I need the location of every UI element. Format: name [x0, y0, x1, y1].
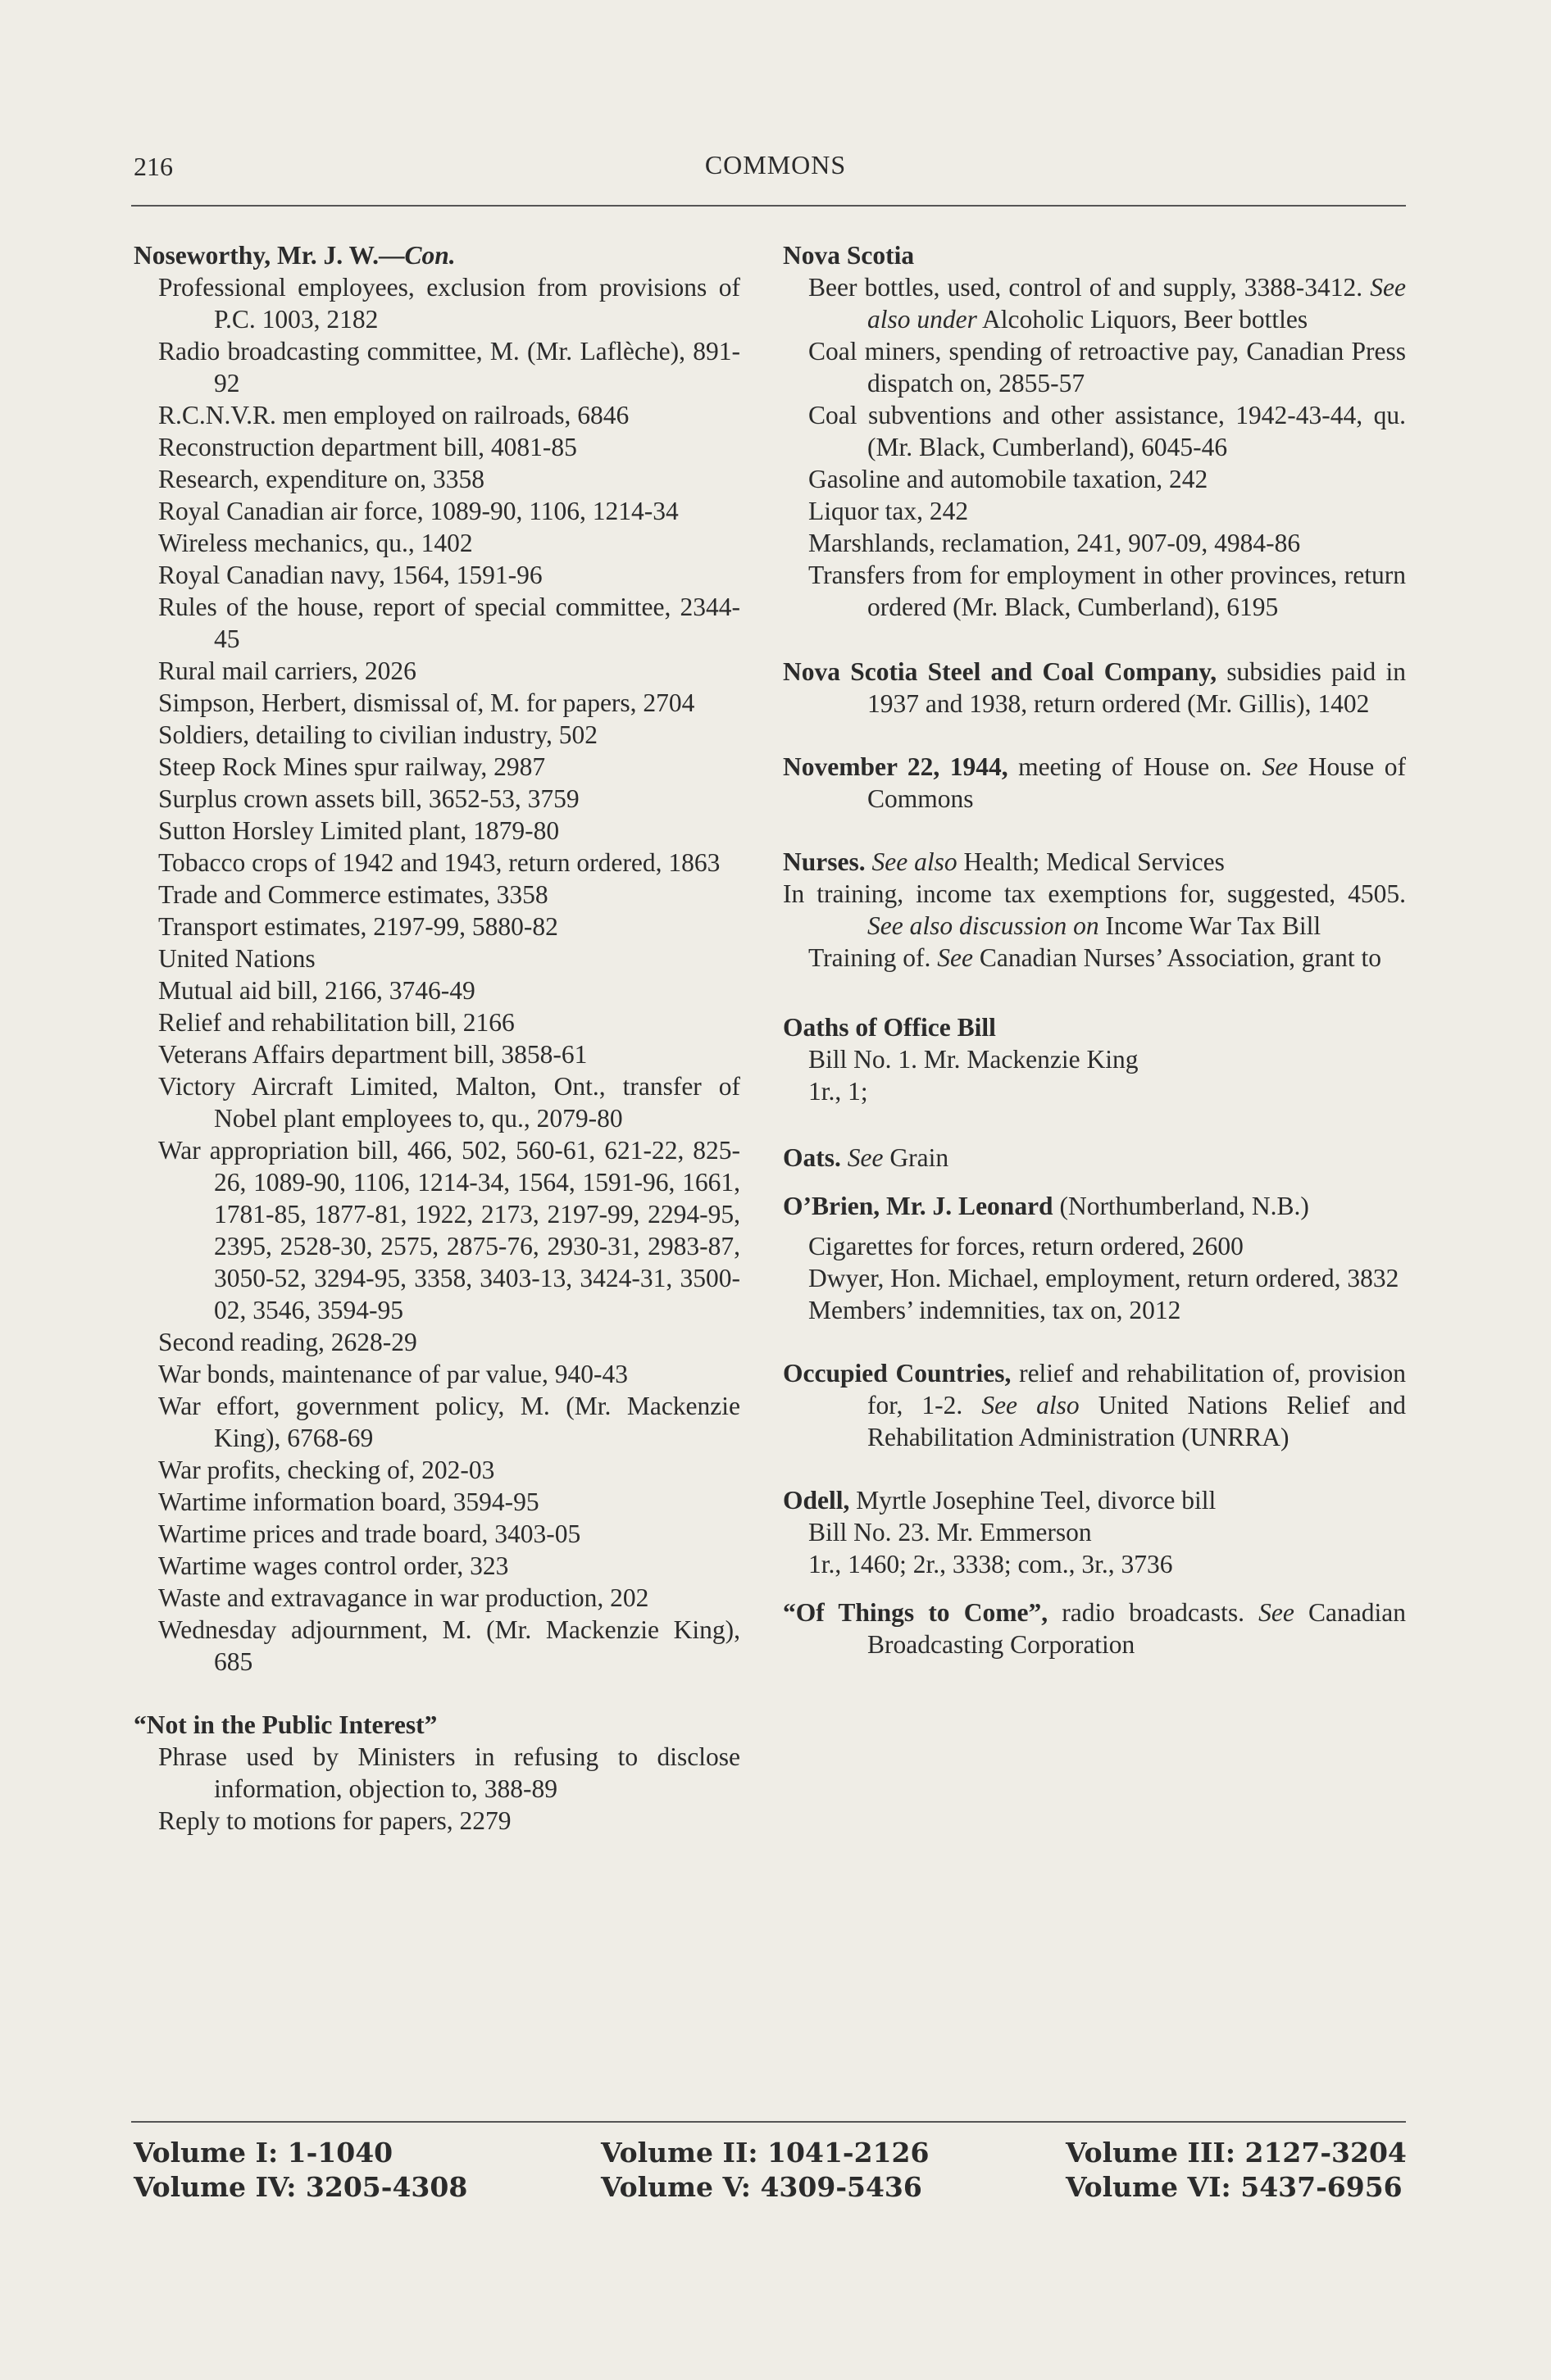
- subentry-liquor: Liquor tax, 242: [808, 497, 969, 525]
- volume-6-range: Volume VI: 5437-6956: [1066, 2171, 1403, 2203]
- top-rule: [131, 205, 1406, 207]
- volume-2-range: Volume II: 1041-2126: [601, 2137, 930, 2169]
- obrien-subentries: [783, 1230, 1406, 1326]
- subentry-oaths-readings: 1r., 1;: [808, 1077, 868, 1106]
- index-heading-nova-scotia-steel: Nova Scotia Steel and Coal Company, subsidies paid in 1937 and 1938, return ordered (Mr. Gillis), 1402: [783, 657, 1406, 718]
- index-subentry: War appropriation bill, 466, 502, 560-61, 621-22, 825-26, 1089-90, 1106, 1214-34, 1564, 1591-96, 1661, 1781-85, 1877-81, 1922, 2173, 2197-99, 2294-95, 2395, 2528-30, 2575, 2875-76, 2930-31, 2983-87, 3050-52, 3294-95, 3358, 3403-13, 3424-31, 3500-02, 3546, 3594-95: [158, 1136, 740, 1324]
- bottom-rule: [131, 2121, 1406, 2123]
- index-subentry: United Nations: [158, 944, 316, 973]
- right-column: [783, 239, 1406, 1660]
- subentry-odell-readings: 1r., 1460; 2r., 3338; com., 3r., 3736: [808, 1550, 1173, 1578]
- index-subentry: Sutton Horsley Limited plant, 1879-80: [158, 816, 560, 845]
- volume-key-right: [1066, 2136, 1407, 2205]
- index-subentry: Research, expenditure on, 3358: [158, 465, 484, 493]
- public-interest-subentries: [134, 1741, 740, 1837]
- index-subentry: Surplus crown assets bill, 3652-53, 3759: [158, 784, 580, 813]
- index-subentry: Rural mail carriers, 2026: [158, 656, 416, 685]
- volume-key-left: [134, 2136, 467, 2205]
- index-subentry: Reconstruction department bill, 4081-85: [158, 433, 577, 461]
- index-heading-noseworthy: Noseworthy, Mr. J. W.—Con.: [134, 241, 456, 270]
- index-heading-occupied-countries: Occupied Countries, relief and rehabilitation of, provision for, 1-2. See also United Nations Relief and Rehabilitation Administration (UNRRA): [783, 1359, 1406, 1451]
- index-heading-nova-scotia: Nova Scotia: [783, 241, 915, 270]
- index-sub-subentry: Second reading, 2628-29: [158, 1328, 417, 1356]
- volume-3-range: Volume III: 2127-3204: [1066, 2137, 1407, 2169]
- volume-4-range: Volume IV: 3205-4308: [134, 2171, 468, 2203]
- index-sub-subentry: Wireless mechanics, qu., 1402: [158, 529, 473, 557]
- left-column: [134, 239, 740, 1837]
- volume-5-range: Volume V: 4309-5436: [601, 2171, 922, 2203]
- index-heading-not-in-public-interest: “Not in the Public Interest”: [134, 1710, 438, 1739]
- subentry-beer-bottles: Beer bottles, used, control of and supply, 3388-3412. See also under Alcoholic Liquors, Beer bottles: [808, 273, 1406, 334]
- index-heading-obrien: O’Brien, Mr. J. Leonard (Northumberland, N.B.): [783, 1192, 1309, 1220]
- subentry-marshlands: Marshlands, reclamation, 241, 907-09, 4984-86: [808, 529, 1301, 557]
- index-heading-odell: Odell, Myrtle Josephine Teel, divorce bill: [783, 1486, 1217, 1515]
- index-subentry: Waste and extravagance in war production, 202: [158, 1583, 649, 1612]
- index-subentry: Cigarettes for forces, return ordered, 2600: [808, 1232, 1244, 1260]
- index-subentry: War bonds, maintenance of par value, 940-43: [158, 1360, 629, 1388]
- index-subentry: Simpson, Herbert, dismissal of, M. for papers, 2704: [158, 688, 695, 717]
- index-heading-oaths-of-office: Oaths of Office Bill: [783, 1013, 996, 1042]
- volume-1-range: Volume I: 1-1040: [134, 2137, 393, 2169]
- index-subentry: Wartime information board, 3594-95: [158, 1488, 539, 1516]
- index-subentry: Trade and Commerce estimates, 3358: [158, 880, 548, 909]
- subentry-coal-subventions: Coal subventions and other assistance, 1942-43-44, qu. (Mr. Black, Cumberland), 6045-46: [808, 401, 1406, 461]
- index-subentry: Transport estimates, 2197-99, 5880-82: [158, 912, 558, 941]
- running-head: COMMONS: [704, 150, 847, 179]
- volume-key-middle: [601, 2136, 929, 2205]
- index-subentry: Soldiers, detailing to civilian industry, 502: [158, 720, 598, 749]
- index-subentry: Royal Canadian air force, 1089-90, 1106, 1214-34: [158, 497, 679, 525]
- noseworthy-subentries: [134, 271, 740, 1678]
- subentry-odell-bill: Bill No. 23. Mr. Emmerson: [808, 1518, 1092, 1547]
- index-heading-oats: Oats. See Grain: [783, 1143, 949, 1172]
- subentry-oaths-bill: Bill No. 1. Mr. Mackenzie King: [808, 1045, 1139, 1074]
- index-subentry: Professional employees, exclusion from provisions of P.C. 1003, 2182: [158, 273, 740, 334]
- index-subentry: Wednesday adjournment, M. (Mr. Mackenzie King), 685: [158, 1615, 740, 1676]
- subentry-coal-miners: Coal miners, spending of retroactive pay, Canadian Press dispatch on, 2855-57: [808, 337, 1406, 397]
- index-subentry: Steep Rock Mines spur railway, 2987: [158, 752, 546, 781]
- index-subentry: Royal Canadian navy, 1564, 1591-96: [158, 561, 543, 589]
- index-subentry: Rules of the house, report of special committee, 2344-45: [158, 593, 740, 653]
- index-heading-november-22: November 22, 1944, meeting of House on. See House of Commons: [783, 752, 1406, 813]
- index-heading-of-things-to-come: “Of Things to Come”, radio broadcasts. See Canadian Broadcasting Corporation: [783, 1598, 1406, 1659]
- subentry-nurses-training-of: Training of. See Canadian Nurses’ Association, grant to: [808, 943, 1382, 972]
- index-subentry: Radio broadcasting committee, M. (Mr. Laflèche), 891-92: [158, 337, 740, 397]
- subentry-nurses-in-training: In training, income tax exemptions for, suggested, 4505. See also discussion on Income War Tax Bill: [783, 879, 1406, 940]
- index-subentry: Members’ indemnities, tax on, 2012: [808, 1296, 1181, 1324]
- index-subentry: Wartime wages control order, 323: [158, 1551, 509, 1580]
- subentry-transfers: Transfers from for employment in other provinces, return ordered (Mr. Black, Cumberland), 6195: [808, 561, 1406, 621]
- index-subentry: Dwyer, Hon. Michael, employment, return ordered, 3832: [808, 1264, 1399, 1292]
- index-subentry: War profits, checking of, 202-03: [158, 1456, 495, 1484]
- index-heading-nurses: Nurses. See also Health; Medical Services: [783, 847, 1225, 876]
- index-sub-subentry: Relief and rehabilitation bill, 2166: [158, 1008, 515, 1037]
- index-subentry: Wartime prices and trade board, 3403-05: [158, 1519, 581, 1548]
- index-subentry: Veterans Affairs department bill, 3858-61: [158, 1040, 588, 1069]
- index-sub-subentry: Mutual aid bill, 2166, 3746-49: [158, 976, 475, 1005]
- index-subentry: Victory Aircraft Limited, Malton, Ont., transfer of Nobel plant employees to, qu., 2079-80: [158, 1072, 740, 1133]
- index-subentry: Reply to motions for papers, 2279: [158, 1806, 512, 1835]
- index-subentry: Phrase used by Ministers in refusing to disclose information, objection to, 388-89: [158, 1742, 740, 1803]
- index-subentry: R.C.N.V.R. men employed on railroads, 6846: [158, 401, 630, 429]
- index-subentry: Tobacco crops of 1942 and 1943, return ordered, 1863: [158, 848, 721, 877]
- page-number: 216: [134, 152, 173, 181]
- subentry-gasoline: Gasoline and automobile taxation, 242: [808, 465, 1208, 493]
- index-subentry: War effort, government policy, M. (Mr. Mackenzie King), 6768-69: [158, 1392, 740, 1452]
